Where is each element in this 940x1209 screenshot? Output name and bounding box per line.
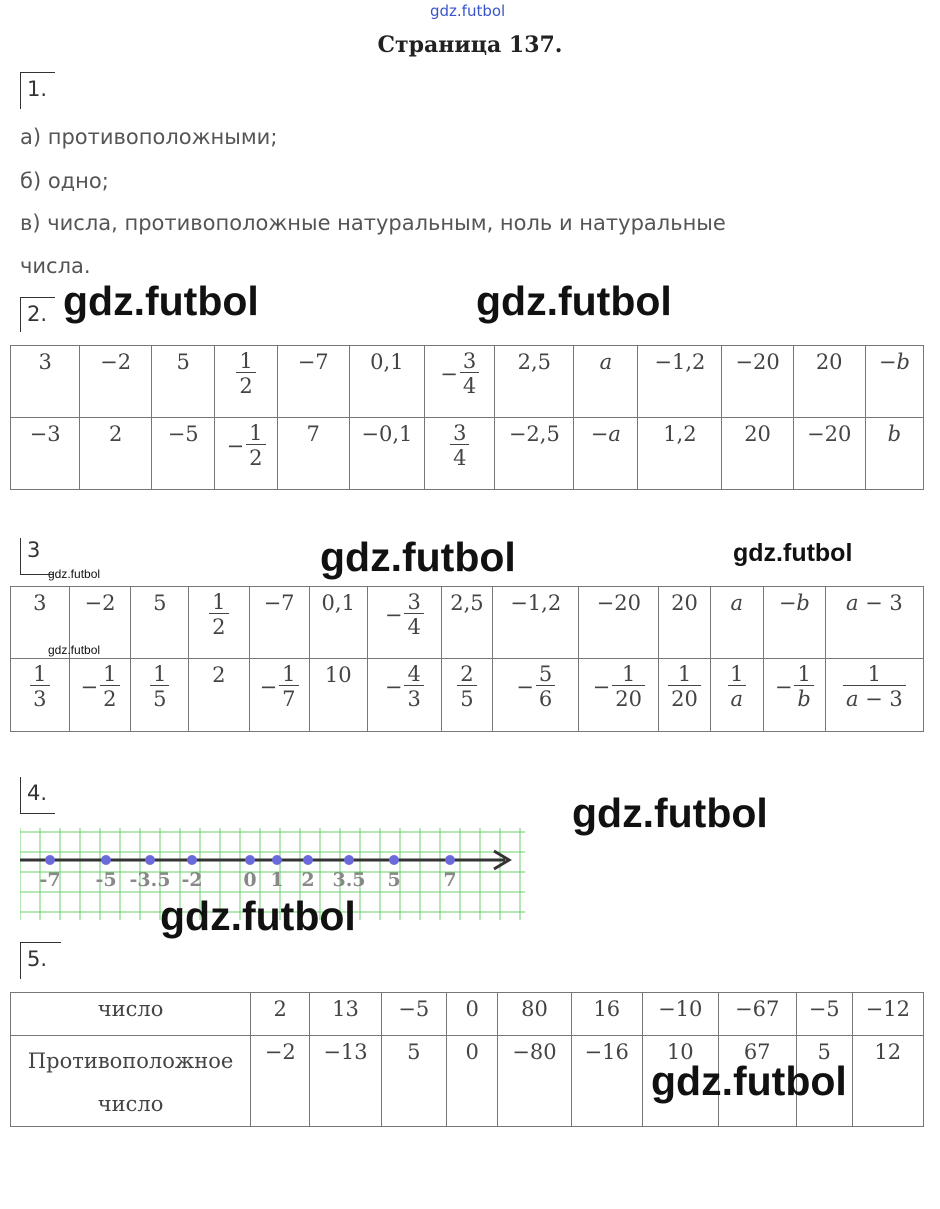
task4-number: 4. <box>27 781 48 805</box>
table-cell: 0,1 <box>309 587 367 659</box>
table-cell: 1,2 <box>638 418 722 490</box>
table-cell: 0 <box>446 1036 498 1127</box>
watermark-top: gdz.futbol <box>430 2 506 20</box>
number-line-point <box>145 855 155 865</box>
table-cell: −0,1 <box>349 418 425 490</box>
table-cell: 13 <box>310 993 381 1036</box>
table-header-line: Противоположное <box>27 1049 234 1073</box>
table-cell: −10 <box>642 993 718 1036</box>
table-cell: −b <box>763 587 825 659</box>
table-cell: −2,5 <box>495 418 574 490</box>
table-cell: 20 <box>659 587 710 659</box>
task1-answer-c-line2: числа. <box>20 254 91 278</box>
table-cell: 0,1 <box>349 346 425 418</box>
table-header-cell <box>11 1036 251 1127</box>
task3-number: 3 <box>27 538 41 562</box>
table-cell: 3 <box>11 587 70 659</box>
table-cell: −2 <box>80 346 152 418</box>
table-cell: − $\frac{1}{7}$ <box>249 659 309 732</box>
table-cell: − $\frac{1}{2}$ <box>215 418 277 490</box>
table-cell: − $\frac{5}{6}$ <box>493 659 579 732</box>
table-cell: 12 <box>852 1036 923 1127</box>
number-line-point <box>389 855 399 865</box>
table-cell: $\frac{1}{a - 3}$ <box>825 659 923 732</box>
table-cell: 2 <box>80 418 152 490</box>
task5-number-box <box>20 942 61 979</box>
task2-number: 2. <box>27 302 48 326</box>
table-cell: −13 <box>310 1036 381 1127</box>
watermark: gdz.futbol <box>476 278 672 324</box>
table-cell: −5 <box>152 418 215 490</box>
number-line-label: 7 <box>443 869 457 891</box>
number-line-point <box>272 855 282 865</box>
watermark: gdz.futbol <box>572 790 768 836</box>
table-cell: −2 <box>69 587 131 659</box>
task1-number: 1. <box>27 77 48 101</box>
table-cell: − $\frac{1}{20}$ <box>579 659 659 732</box>
table-cell: 5 <box>796 1036 852 1127</box>
table-cell: a − 3 <box>825 587 923 659</box>
table-row <box>11 659 924 732</box>
table-row <box>11 346 924 418</box>
table-cell: 2,5 <box>495 346 574 418</box>
watermark: gdz.futbol <box>48 567 101 581</box>
table-cell: 5 <box>152 346 215 418</box>
table-cell: $\frac{1}{2}$ <box>215 346 277 418</box>
number-line-label: -2 <box>181 869 203 891</box>
table-cell: 2 <box>251 993 310 1036</box>
table-cell: $\frac{1}{a}$ <box>710 659 763 732</box>
number-line-point <box>344 855 354 865</box>
table-cell: −a <box>574 418 638 490</box>
watermark: gdz.futbol <box>63 278 259 324</box>
table-cell: 3 <box>11 346 80 418</box>
watermark: gdz.futbol <box>48 643 101 657</box>
page-title: Страница 137. <box>377 32 563 58</box>
table-cell: 80 <box>498 993 571 1036</box>
table-header-line: число <box>97 1092 164 1116</box>
table-cell: −67 <box>718 993 796 1036</box>
number-line-label: 1 <box>270 869 284 891</box>
task2-table <box>10 345 924 490</box>
table-cell: −80 <box>498 1036 571 1127</box>
task2-number-box <box>20 297 55 332</box>
table-cell: $\frac{1}{3}$ <box>11 659 70 732</box>
number-line-point <box>303 855 313 865</box>
watermark: gdz.futbol <box>733 539 853 567</box>
table-cell: 5 <box>131 587 189 659</box>
number-line-point <box>187 855 197 865</box>
table-cell: 7 <box>277 418 349 490</box>
table-cell: −2 <box>251 1036 310 1127</box>
table-cell: − $\frac{3}{4}$ <box>425 346 495 418</box>
task1-answer-a: а) противоположными; <box>20 125 278 149</box>
table-cell: 5 <box>381 1036 446 1127</box>
table-cell: −20 <box>793 418 865 490</box>
table-cell: −7 <box>277 346 349 418</box>
table-cell: −5 <box>381 993 446 1036</box>
task4-number-box <box>20 777 55 814</box>
number-line-label: -3.5 <box>129 869 171 891</box>
table-cell: −5 <box>796 993 852 1036</box>
task3-table <box>10 586 924 732</box>
table-cell: 2 <box>189 659 249 732</box>
table-cell: 20 <box>722 418 793 490</box>
table-row <box>11 418 924 490</box>
watermark: gdz.futbol <box>160 893 356 939</box>
number-line-label: 5 <box>387 869 401 891</box>
table-cell: −1,2 <box>638 346 722 418</box>
number-line-label: -5 <box>95 869 117 891</box>
table-cell: 10 <box>309 659 367 732</box>
number-line-point <box>445 855 455 865</box>
table-cell: −12 <box>852 993 923 1036</box>
table-cell: −7 <box>249 587 309 659</box>
table-cell: 16 <box>571 993 642 1036</box>
task1-answer-c-line1: в) числа, противоположные натуральным, ноль и натуральные <box>20 211 726 235</box>
table-header-cell: число <box>11 993 251 1036</box>
number-line-point <box>245 855 255 865</box>
table-cell: − $\frac{3}{4}$ <box>367 587 441 659</box>
table-cell: −16 <box>571 1036 642 1127</box>
table-cell: 20 <box>793 346 865 418</box>
table-row <box>11 587 924 659</box>
table-cell: a <box>710 587 763 659</box>
table-cell: − $\frac{1}{b}$ <box>763 659 825 732</box>
number-line-label: 0 <box>243 869 257 891</box>
table-cell: 67 <box>718 1036 796 1127</box>
table-cell: − $\frac{1}{2}$ <box>69 659 131 732</box>
number-line-label: -7 <box>39 869 61 891</box>
number-line-label: 3.5 <box>332 869 366 891</box>
number-line-label: 2 <box>301 869 315 891</box>
table-cell: $\frac{3}{4}$ <box>425 418 495 490</box>
watermark: gdz.futbol <box>320 534 516 580</box>
watermark: gdz.futbol <box>651 1058 847 1104</box>
number-line-point <box>45 855 55 865</box>
table-cell: $\frac{2}{5}$ <box>441 659 492 732</box>
table-cell: −20 <box>722 346 793 418</box>
task1-answer-b: б) одно; <box>20 169 109 193</box>
number-line-point <box>101 855 111 865</box>
table-cell: 2,5 <box>441 587 492 659</box>
table-cell: $\frac{1}{20}$ <box>659 659 710 732</box>
table-cell: −1,2 <box>493 587 579 659</box>
table-cell: 10 <box>642 1036 718 1127</box>
table-cell: b <box>865 418 923 490</box>
table-cell: − $\frac{4}{3}$ <box>367 659 441 732</box>
table-cell: −20 <box>579 587 659 659</box>
table-cell: $\frac{1}{5}$ <box>131 659 189 732</box>
table-cell: 0 <box>446 993 498 1036</box>
table-cell: $\frac{1}{2}$ <box>189 587 249 659</box>
task5-number: 5. <box>27 947 48 971</box>
table-cell: −b <box>865 346 923 418</box>
task1-number-box <box>20 72 55 109</box>
table-row <box>11 993 924 1036</box>
table-cell: a <box>574 346 638 418</box>
table-cell: −3 <box>11 418 80 490</box>
